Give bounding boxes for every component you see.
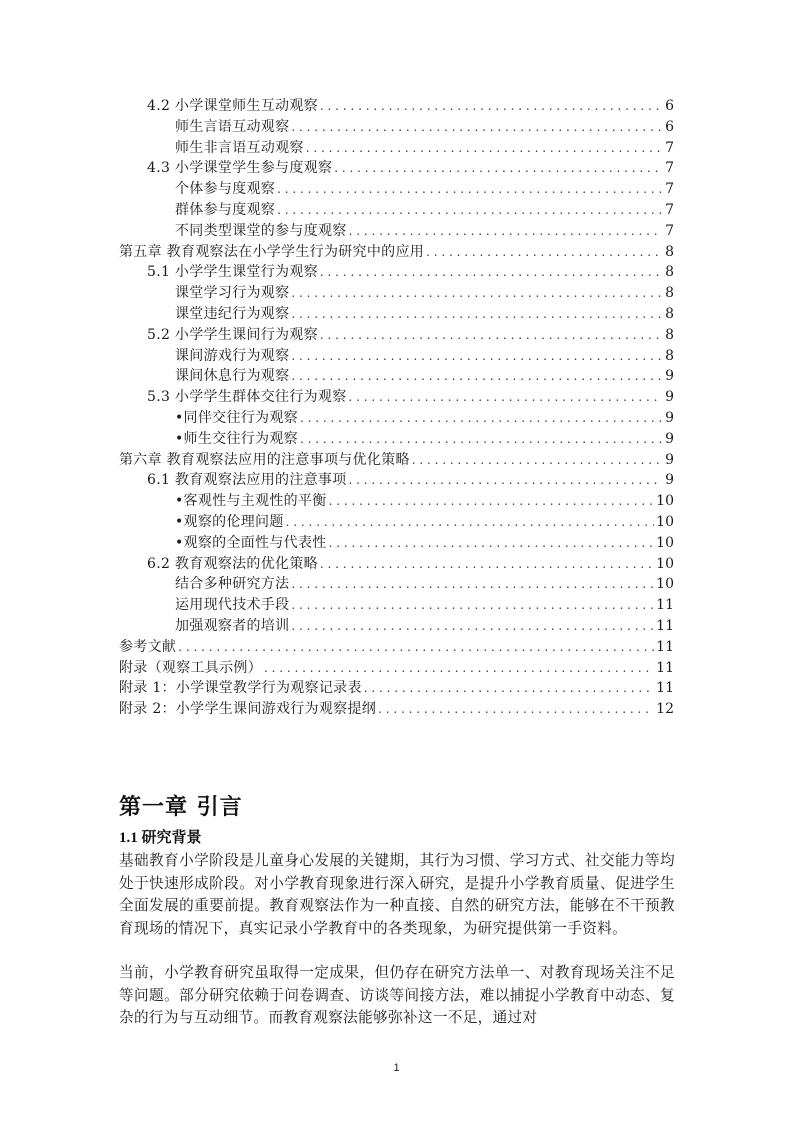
toc-entry-page: 11 xyxy=(656,680,674,697)
toc-entry[interactable] xyxy=(119,158,674,179)
toc-entry-label: 6.1 教育观察法应用的注意事项 xyxy=(147,472,347,489)
toc-entry-page: 11 xyxy=(656,597,674,614)
toc-leader-dots xyxy=(264,658,654,679)
toc-entry-label: 运用现代技术手段 xyxy=(175,597,290,614)
toc-entry[interactable] xyxy=(119,138,674,159)
toc-entry-label: 第六章 教育观察法应用的注意事项与优化策略 xyxy=(119,451,410,468)
toc-entry[interactable] xyxy=(119,470,674,491)
toc-leader-dots xyxy=(329,533,655,554)
toc-leader-dots xyxy=(300,429,662,450)
toc-entry-page: 6 xyxy=(665,98,674,114)
section-title: 1.1 研究背景 xyxy=(119,830,202,846)
toc-entry[interactable] xyxy=(119,408,674,429)
toc-entry-page: 9 xyxy=(665,389,674,406)
toc-entry-label: •师生交往行为观察 xyxy=(175,430,298,447)
toc-entry-page: 10 xyxy=(656,555,674,572)
toc-entry-page: 7 xyxy=(665,139,674,156)
toc-leader-dots xyxy=(178,637,654,658)
toc-leader-dots xyxy=(412,450,662,471)
toc-entry-label: 附录（观察工具示例） xyxy=(119,659,262,676)
toc-entry-label: 附录 1：小学课堂教学行为观察记录表 xyxy=(119,680,362,697)
toc-entry-label: 5.2 小学学生课间行为观察 xyxy=(147,326,318,343)
toc-entry-label: 个体参与度观察 xyxy=(175,181,276,198)
toc-entry[interactable] xyxy=(119,387,674,408)
toc-entry-page: 8 xyxy=(665,347,674,364)
toc-leader-dots xyxy=(334,158,662,179)
toc-leader-dots xyxy=(320,96,662,117)
toc-entry-label: 课堂违纪行为观察 xyxy=(175,305,290,322)
toc-entry-label: 加强观察者的培训 xyxy=(175,617,290,634)
toc-leader-dots xyxy=(300,408,662,429)
toc-entry-label: 4.3 小学课堂学生参与度观察 xyxy=(147,160,333,177)
toc-entry[interactable] xyxy=(119,491,674,512)
toc-entry[interactable] xyxy=(119,117,674,138)
chapter-title: 第一章 引言 xyxy=(119,795,243,820)
toc-entry-label: •同伴交往行为观察 xyxy=(175,409,298,426)
toc-entry-page: 8 xyxy=(665,285,674,302)
toc-leader-dots xyxy=(291,117,662,138)
toc-entry-label: 师生言语互动观察 xyxy=(175,118,290,135)
body-paragraph: 当前，小学教育研究虽取得一定成果，但仍存在研究方法单一、对教育现场关注不足等问题。部分研究依赖于问卷调查、访谈等间接方法，难以捕捉小学教育中动态、复杂的行为与互动细节。而教育观察法能够弥补这一不足，通过对 xyxy=(119,964,675,1027)
toc-entry-page: 12 xyxy=(656,701,674,718)
toc-entry[interactable] xyxy=(119,242,674,263)
toc-entry[interactable] xyxy=(119,325,674,346)
page-number: 1 xyxy=(393,1062,400,1074)
toc-leader-dots xyxy=(349,387,662,408)
toc-leader-dots xyxy=(291,346,662,367)
toc-entry-label: 第五章 教育观察法在小学学生行为研究中的应用 xyxy=(119,243,425,260)
toc-leader-dots xyxy=(291,595,654,616)
toc-entry[interactable] xyxy=(119,283,674,304)
toc-entry[interactable] xyxy=(119,221,674,242)
toc-entry-page: 9 xyxy=(665,368,674,385)
toc-entry-page: 8 xyxy=(665,305,674,322)
toc-entry[interactable] xyxy=(119,429,674,450)
toc-entry-page: 9 xyxy=(665,430,674,447)
toc-entry[interactable] xyxy=(119,366,674,387)
toc-entry[interactable] xyxy=(119,699,674,720)
toc-entry-label: 5.3 小学学生群体交往行为观察 xyxy=(147,389,347,406)
toc-entry-page: 8 xyxy=(665,264,674,281)
toc-entry-page: 10 xyxy=(656,576,674,593)
body-paragraph: 基础教育小学阶段是儿童身心发展的关键期，其行为习惯、学习方式、社交能力等均处于快速形成阶段。对小学教育现象进行深入研究，是提升小学教育质量、促进学生全面发展的重要前提。教育观察法作为一种直接、自然的研究方法，能够在不干预教育现场的情况下，真实记录小学教育中的各类现象，为研究提供第一手资料。 xyxy=(119,852,675,937)
toc-entry[interactable] xyxy=(119,96,674,117)
toc-entry[interactable] xyxy=(119,200,674,221)
toc-entry-label: 不同类型课堂的参与度观察 xyxy=(175,222,347,239)
toc-entry-label: •观察的伦理问题 xyxy=(175,513,284,530)
toc-leader-dots xyxy=(329,491,655,512)
toc-entry-page: 9 xyxy=(665,451,674,468)
toc-leader-dots xyxy=(291,616,654,637)
toc-entry[interactable] xyxy=(119,450,674,471)
toc-entry-label: 6.2 教育观察法的优化策略 xyxy=(147,555,318,572)
toc-entry-page: 10 xyxy=(656,513,674,530)
toc-entry[interactable] xyxy=(119,637,674,658)
toc-leader-dots xyxy=(349,470,662,491)
toc-entry-page: 11 xyxy=(656,617,674,634)
toc-entry[interactable] xyxy=(119,658,674,679)
toc-entry-label: 4.2 小学课堂师生互动观察 xyxy=(147,98,318,114)
toc-entry-page: 6 xyxy=(665,118,674,135)
toc-leader-dots xyxy=(349,221,662,242)
toc-entry-page: 11 xyxy=(656,659,674,676)
toc-entry-page: 10 xyxy=(656,493,674,510)
toc-entry-label: •观察的全面性与代表性 xyxy=(175,534,327,551)
toc-entry[interactable] xyxy=(119,678,674,699)
toc-entry[interactable] xyxy=(119,533,674,554)
toc-entry-page: 7 xyxy=(665,222,674,239)
toc-entry[interactable] xyxy=(119,574,674,595)
toc-entry-page: 9 xyxy=(665,409,674,426)
toc-entry[interactable] xyxy=(119,554,674,575)
toc-entry-page: 9 xyxy=(665,472,674,489)
toc-entry[interactable] xyxy=(119,179,674,200)
toc-leader-dots xyxy=(364,678,654,699)
toc-entry-page: 11 xyxy=(656,638,674,655)
toc-entry-page: 8 xyxy=(665,326,674,343)
toc-entry-label: 5.1 小学学生课堂行为观察 xyxy=(147,264,318,281)
toc-entry-label: 师生非言语互动观察 xyxy=(175,139,304,156)
toc-entry-label: 附录 2：小学学生课间游戏行为观察提纲 xyxy=(119,701,377,718)
toc-entry[interactable] xyxy=(119,512,674,533)
toc-leader-dots xyxy=(320,262,662,283)
toc-entry-page: 7 xyxy=(665,201,674,218)
toc-leader-dots xyxy=(277,179,662,200)
toc-entry-page: 8 xyxy=(665,243,674,260)
toc-leader-dots xyxy=(378,699,654,720)
toc-entry[interactable] xyxy=(119,346,674,367)
toc-leader-dots xyxy=(291,366,662,387)
toc-leader-dots xyxy=(291,283,662,304)
toc-entry-label: •客观性与主观性的平衡 xyxy=(175,493,327,510)
toc-leader-dots xyxy=(291,574,654,595)
toc-leader-dots xyxy=(277,200,662,221)
toc-entry-label: 课堂学习行为观察 xyxy=(175,285,290,302)
toc-leader-dots xyxy=(320,325,662,346)
toc-entry[interactable] xyxy=(119,262,674,283)
toc-leader-dots xyxy=(306,138,662,159)
toc-entry-page: 7 xyxy=(665,181,674,198)
toc-entry-label: 课间休息行为观察 xyxy=(175,368,290,385)
toc-leader-dots xyxy=(426,242,662,263)
toc-entry[interactable] xyxy=(119,595,674,616)
toc-entry-label: 课间游戏行为观察 xyxy=(175,347,290,364)
table-of-contents xyxy=(119,96,674,720)
toc-entry-label: 结合多种研究方法 xyxy=(175,576,290,593)
toc-entry-page: 7 xyxy=(665,160,674,177)
toc-entry[interactable] xyxy=(119,616,674,637)
toc-entry-label: 参考文献 xyxy=(119,638,177,655)
toc-entry-label: 群体参与度观察 xyxy=(175,201,276,218)
toc-entry[interactable] xyxy=(119,304,674,325)
toc-leader-dots xyxy=(320,554,654,575)
toc-entry-page: 10 xyxy=(656,534,674,551)
toc-leader-dots xyxy=(291,304,662,325)
toc-leader-dots xyxy=(286,512,655,533)
